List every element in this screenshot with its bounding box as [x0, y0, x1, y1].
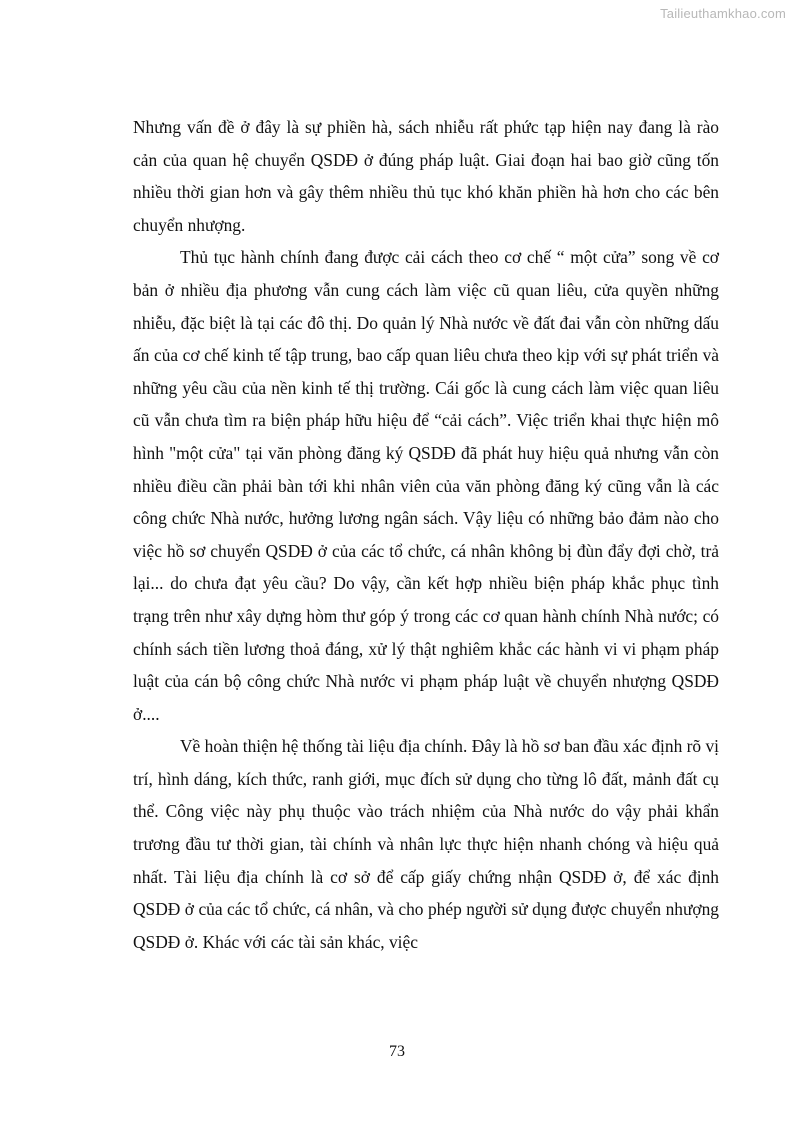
- watermark: Tailieuthamkhao.com: [660, 6, 786, 21]
- paragraph-1: Nhưng vấn đề ở đây là sự phiền hà, sách nhiễu rất phức tạp hiện nay đang là rào cản của quan hệ chuyển QSDĐ ở đúng pháp luật. Giai đoạn hai bao giờ cũng tốn nhiều thời gian hơn và gây thêm nhiều thủ tục khó khăn phiền hà hơn cho các bên chuyển nhượng.: [133, 117, 719, 235]
- document-body: [133, 111, 719, 958]
- paragraph-3: Về hoàn thiện hệ thống tài liệu địa chính. Đây là hồ sơ ban đầu xác định rõ vị trí, hình dáng, kích thức, ranh giới, mục đích sử dụng cho từng lô đất, mảnh đất cụ thể. Công việc này phụ thuộc vào trách nhiệm của Nhà nước do vậy phải khẩn trương đầu tư thời gian, tài chính và nhân lực thực hiện nhanh chóng và hiệu quả nhất. Tài liệu địa chính là cơ sở để cấp giấy chứng nhận QSDĐ ở, để xác định QSDĐ ở của các tổ chức, cá nhân, và cho phép người sử dụng được chuyển nhượng QSDĐ ở. Khác với các tài sản khác, việc: [133, 736, 719, 952]
- paragraph-2: Thủ tục hành chính đang được cải cách theo cơ chế “ một cửa” song về cơ bản ở nhiều địa phương vẫn cung cách làm việc cũ quan liêu, cửa quyền những nhiễu, đặc biệt là tại các đô thị. Do quản lý Nhà nước về đất đai vẫn còn những dấu ấn của cơ chế kinh tế tập trung, bao cấp quan liêu chưa theo kịp với sự phát triển và những yêu cầu của nền kinh tế thị trường. Cái gốc là cung cách làm việc quan liêu cũ vẫn chưa tìm ra biện pháp hữu hiệu để “cải cách”. Việc triển khai thực hiện mô hình "một cửa" tại văn phòng đăng ký QSDĐ đã phát huy hiệu quả nhưng vẫn còn nhiều điều cần phải bàn tới khi nhân viên của văn phòng đăng ký cũng vẫn là các công chức Nhà nước, hưởng lương ngân sách. Vậy liệu có những bảo đảm nào cho việc hồ sơ chuyển QSDĐ ở của các tổ chức, cá nhân không bị đùn đẩy đợi chờ, trả lại... do chưa đạt yêu cầu? Do vậy, cần kết hợp nhiều biện pháp khắc phục tình trạng trên như xây dựng hòm thư góp ý trong các cơ quan hành chính Nhà nước; có chính sách tiền lương thoả đáng, xử lý thật nghiêm khắc các hành vi vi phạm pháp luật của cán bộ công chức Nhà nước vi phạm pháp luật về chuyển nhượng QSDĐ ở....: [133, 247, 719, 724]
- page-number: 73: [389, 1043, 405, 1060]
